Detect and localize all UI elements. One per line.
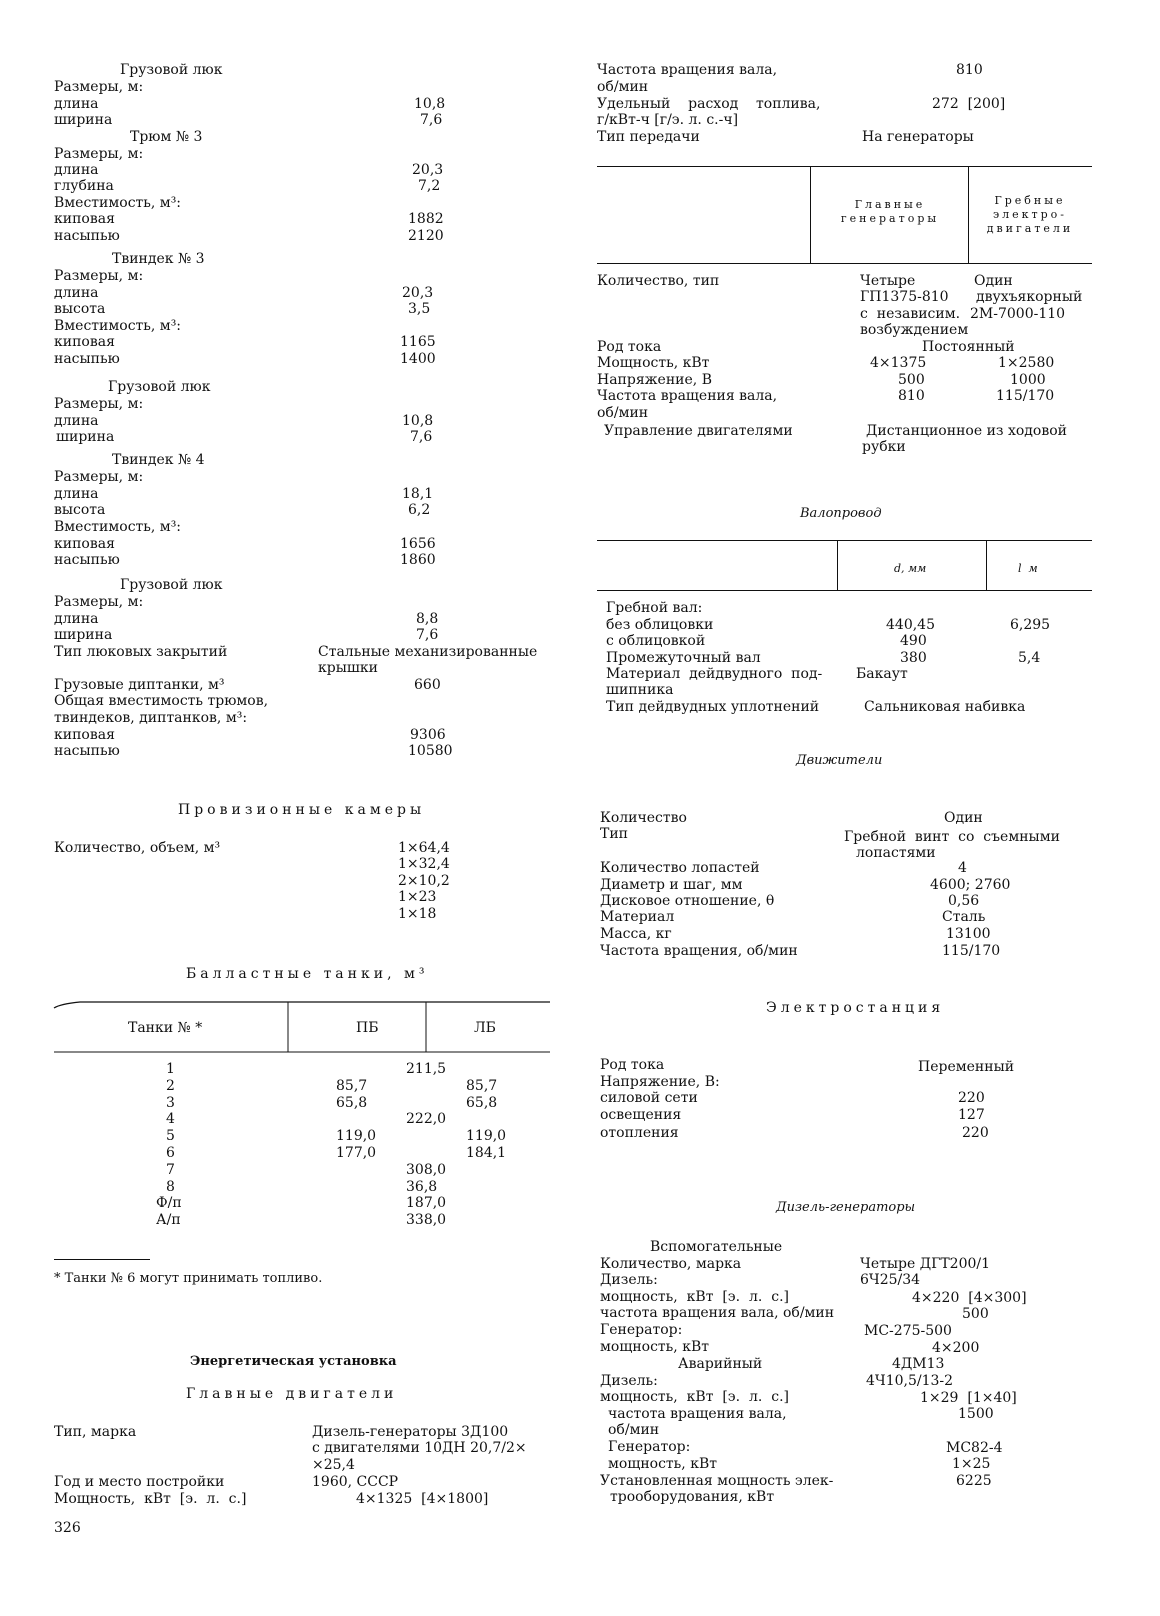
diameter-value: 4600; 2760 [930,877,1011,893]
ballast-lb-value: 184,1 [466,1145,507,1161]
grain-label: насыпью [54,351,120,367]
rpm-label-cont: об/мин [597,79,649,95]
power-value: 4×1325 [4×1800] [356,1491,489,1507]
total-label: Общая вместимость трюмов, [54,693,269,709]
gen-type: ГП1375-810 [860,289,949,305]
mass-value: 13100 [946,926,991,942]
transmission-value: На генераторы [862,129,974,145]
ballast-center-value: 211,5 [406,1061,447,1077]
footnote: * Танки № 6 могут принимать топливо. [54,1271,323,1286]
no-cladding-label: без облицовки [606,617,714,633]
diesel-power-label: мощность, кВт [э. л. с.] [600,1289,789,1305]
ballast-tank-no: 3 [166,1094,175,1111]
provision-value: 1×32,4 [398,856,450,872]
gen-power-label: мощность, кВт [600,1339,709,1355]
e-power-value: 1×29 [1×40] [920,1390,1017,1406]
ballast-tank-no: 1 [166,1061,175,1077]
grain-value: 2120 [408,228,444,244]
sizes-label: Размеры, м: [54,146,144,162]
rpm-label: Частота вращения вала, [597,388,778,404]
installed-power-value: 6225 [956,1473,992,1489]
ballast-center-value: 187,0 [406,1195,447,1212]
ballast-title: Балластные танки, м³ [186,966,429,982]
tween3-title: Твиндек № 3 [112,251,205,267]
ballast-tank-no: 6 [166,1145,175,1161]
cover-label: Тип люковых закрытий [54,644,228,660]
year-value: 1960, СССР [312,1474,399,1490]
deeptank-label: Грузовые диптанки, м³ [54,677,225,693]
bale-value: 1165 [400,334,436,350]
height-label: высота [54,502,106,518]
e-diesel-label: Дизель: [600,1373,658,1389]
width-value: 7,6 [410,429,433,445]
type-value-cont: ×25,4 [312,1457,355,1473]
e-rpm-label: частота вращения вала, [608,1406,787,1422]
hatch-title: Грузовой люк [120,62,223,78]
prop-rpm-value: 115/170 [942,943,1001,959]
ballast-col-lb: ЛБ [474,1020,496,1036]
prop-rpm-label: Частота вращения, об/мин [600,943,798,959]
ballast-tank-no: 4 [166,1111,175,1128]
length-value: 8,8 [416,611,439,627]
current-label: Род тока [597,339,662,355]
sizes-label: Размеры, м: [54,268,144,284]
ballast-tank-no: Ф/п [156,1195,182,1212]
length-label: длина [54,413,99,429]
ballast-tank-no: 8 [166,1178,175,1195]
bale-label: киповая [54,727,115,743]
blades-value: 4 [958,860,967,876]
ballast-lb-value: 65,8 [466,1094,498,1111]
ballast-tank-no: А/п [156,1212,181,1229]
lighting-label: освещения [600,1107,682,1123]
capacity-label: Вместимость, м³: [54,318,182,334]
length-value: 10,8 [402,413,434,429]
depth-value: 7,2 [418,178,441,194]
grain-label: насыпью [54,552,120,568]
type-value-cont: с двигателями 10ДН 20,7/2× [312,1440,527,1456]
total-label-cont: твиндеков, диптанков, м³: [54,710,248,726]
deeptank-value: 660 [414,677,441,693]
gen-table-divider [968,166,969,263]
e-generator-label: Генератор: [608,1439,691,1455]
ballast-tank-no: 2 [166,1077,175,1094]
current-value: Постоянный [922,339,1015,355]
footnote-rule [54,1259,150,1260]
propulsors-title: Движители [796,753,883,768]
diesel-value: 6Ч25/34 [860,1272,921,1288]
type-value-cont: лопастями [856,845,936,861]
cover-value: Стальные механизированные [318,644,538,660]
e-rpm-label-cont: об/мин [608,1422,660,1438]
shaft-table-divider [986,540,987,590]
heating-label: отопления [600,1125,679,1141]
length-label: длина [54,486,99,502]
cover-value-cont: крышки [318,660,378,676]
provision-title: Провизионные камеры [178,802,426,818]
bale-value: 1656 [400,536,436,552]
motor-model: 2М-7000-110 [970,306,1066,322]
shaft-header-d: d, мм [894,562,927,575]
width-label: ширина [54,627,113,643]
ballast-pb-value: 119,0 [336,1128,377,1145]
no-cladding-l: 6,295 [1010,617,1051,633]
provision-value: 1×18 [398,906,437,922]
power-net-value: 220 [958,1090,985,1106]
gen-qty: Четыре [860,273,916,289]
auxiliary-title: Вспомогательные [650,1239,783,1255]
length-label: длина [54,611,99,627]
width-label: ширина [54,112,113,128]
qty-value: Четыре ДГТ200/1 [860,1256,991,1272]
qty-type-label: Количество, тип [597,273,720,289]
bale-label: киповая [54,536,115,552]
type-value: Дизель-генераторы 3Д100 [312,1424,509,1440]
generator-value: МС-275-500 [864,1323,952,1339]
e-rpm-value: 1500 [958,1406,994,1422]
height-label: высота [54,301,106,317]
qty-label: Количество, марка [600,1256,742,1272]
installed-power-label: Установленная мощность элек- [600,1473,834,1489]
gen-table-bottom [597,263,1092,264]
disc-ratio-label: Дисковое отношение, θ [600,893,775,909]
e-gen-power-label: мощность, кВт [608,1456,717,1472]
length-label: длина [54,162,99,178]
type-label: Тип [600,826,628,842]
rpm-value: 810 [956,62,983,78]
shaft-header-l: l м [1018,562,1038,575]
diesel-power-value: 4×220 [4×300] [912,1290,1027,1306]
hatch-title: Грузовой люк [120,577,223,593]
length-label: длина [54,96,99,112]
diesel-generators-title: Дизель-генераторы [776,1200,916,1215]
ballast-pb-value: 65,8 [336,1094,368,1111]
gen-header-motors: Гребные электро-двигатели [986,194,1074,235]
transmission-label: Тип передачи [597,129,700,145]
sizes-label: Размеры, м: [54,79,144,95]
diameter-label: Диаметр и шаг, мм [600,877,743,893]
installed-power-label-cont: трооборудования, кВт [610,1489,775,1505]
current-value: Переменный [918,1059,1015,1075]
intermediate-d: 380 [900,650,927,666]
width-value: 7,6 [420,112,443,128]
emergency-title: Аварийный [678,1356,763,1372]
ballast-center-value: 222,0 [406,1111,447,1128]
motor-power: 1×2580 [998,355,1055,371]
power-label: Мощность, кВт [597,355,710,371]
height-value: 6,2 [408,502,431,518]
depth-label: глубина [54,178,114,194]
cladding-label: с облицовкой [606,633,706,649]
disc-ratio-value: 0,56 [948,893,980,909]
shaft-table-divider [837,540,838,590]
e-generator-value: МС82-4 [946,1440,1003,1456]
provision-label: Количество, объем, м³ [54,840,221,856]
gen-power-value: 4×200 [932,1340,980,1356]
prop-shaft-label: Гребной вал: [606,600,703,616]
ballast-pb-value: 177,0 [336,1145,377,1161]
blades-label: Количество лопастей [600,860,760,876]
shafting-title: Валопровод [800,506,882,521]
bale-value: 1882 [408,211,444,227]
qty-label: Количество [600,810,687,826]
heating-value: 220 [962,1125,989,1141]
ballast-center-value: 338,0 [406,1212,447,1229]
ballast-center-value: 308,0 [406,1161,447,1178]
length-value: 18,1 [402,486,434,502]
ballast-tank-no: 5 [166,1128,175,1145]
seal-value: Сальниковая набивка [864,699,1026,715]
shaft-table-bottom [597,590,1092,591]
length-value: 20,3 [402,285,434,301]
grain-label: насыпью [54,228,120,244]
gen-table-divider [810,166,811,263]
capacity-label: Вместимость, м³: [54,195,182,211]
gen-rpm: 810 [898,388,925,404]
no-cladding-d: 440,45 [886,617,935,633]
main-engines-title: Главные двигатели [186,1386,398,1402]
motor-qty: Один [974,273,1013,289]
bale-label: киповая [54,334,115,350]
tween4-title: Твиндек № 4 [112,452,205,468]
diesel-rpm-label: частота вращения вала, об/мин [600,1305,835,1321]
bearing-value: Бакаут [856,666,908,682]
length-label: длина [54,285,99,301]
current-label: Род тока [600,1057,665,1073]
voltage-label: Напряжение, В [597,372,712,388]
grain-label: насыпью [54,743,120,759]
ballast-col-pb: ПБ [356,1020,379,1036]
bale-value: 9306 [410,727,446,743]
power-plant-title: Электростанция [766,1000,945,1016]
fuel-label-cont: г/кВт-ч [г/э. л. с.-ч] [597,112,739,128]
material-value: Сталь [942,909,986,925]
sizes-label: Размеры, м: [54,469,144,485]
voltage-label: Напряжение, В: [600,1074,720,1090]
ballast-pb-value: 85,7 [336,1077,368,1094]
provision-value: 1×23 [398,889,437,905]
hold3-title: Трюм № 3 [130,129,203,145]
provision-value: 1×64,4 [398,840,450,856]
diesel-rpm-value: 500 [962,1306,989,1322]
ballast-lb-value: 119,0 [466,1128,507,1145]
bearing-label-cont: шипника [606,682,674,698]
power-label: Мощность, кВт [э. л. с.] [54,1491,247,1507]
ballast-tank-no: 7 [166,1161,175,1178]
ballast-lb-value: 85,7 [466,1077,498,1094]
year-label: Год и место постройки [54,1474,225,1490]
bearing-label: Материал дейдвудного под- [606,666,823,682]
shaft-table-top [597,540,1092,541]
energy-title: Энергетическая установка [190,1354,397,1369]
intermediate-l: 5,4 [1018,650,1041,666]
width-value: 7,6 [416,627,439,643]
generator-label: Генератор: [600,1322,683,1338]
material-label: Материал [600,909,675,925]
provision-value: 2×10,2 [398,873,450,889]
qty-value: Один [944,810,983,826]
grain-value: 10580 [408,743,453,759]
control-value-cont: рубки [862,439,906,455]
hatch-title: Грузовой люк [108,379,211,395]
sizes-label: Размеры, м: [54,594,144,610]
grain-value: 1860 [400,552,436,568]
type-label: Тип, марка [54,1424,137,1440]
rpm-label-cont: об/мин [597,405,649,421]
ballast-col-tank: Танки № * [128,1020,203,1036]
mass-label: Масса, кг [600,926,672,942]
control-label: Управление двигателями [604,423,793,439]
seal-label: Тип дейдвудных уплотнений [606,699,820,715]
motor-rpm: 115/170 [996,388,1055,404]
emergency-value: 4ДМ13 [892,1356,945,1372]
sizes-label: Размеры, м: [54,396,144,412]
page-number: 326 [54,1520,81,1536]
length-value: 20,3 [412,162,444,178]
e-gen-power-value: 1×25 [952,1456,991,1472]
bale-label: киповая [54,211,115,227]
control-value: Дистанционное из ходовой [866,423,1067,439]
grain-value: 1400 [400,351,436,367]
gen-table-top [597,166,1092,167]
ballast-center-value: 36,8 [406,1178,438,1195]
fuel-value: 272 [200] [932,96,1006,112]
width-label: ширина [56,429,115,445]
motor-type: двухъякорный [976,289,1083,305]
gen-excitation-cont: возбуждением [860,322,969,338]
gen-excitation: с независим. [860,306,961,322]
height-value: 3,5 [408,301,431,317]
gen-voltage: 500 [898,372,925,388]
e-power-label: мощность, кВт [э. л. с.] [600,1389,789,1405]
rpm-label: Частота вращения вала, [597,62,778,78]
fuel-label: Удельный расход топлива, [597,96,821,112]
cladding-d: 490 [900,633,927,649]
intermediate-label: Промежуточный вал [606,650,761,666]
length-value: 10,8 [414,96,446,112]
motor-voltage: 1000 [1010,372,1046,388]
power-net-label: силовой сети [600,1090,698,1106]
diesel-label: Дизель: [600,1272,658,1288]
lighting-value: 127 [958,1107,985,1123]
type-value: Гребной винт со съемными [844,829,1060,845]
e-diesel-value: 4Ч10,5/13-2 [866,1373,954,1389]
capacity-label: Вместимость, м³: [54,519,182,535]
gen-power: 4×1375 [870,355,927,371]
gen-header-generators: Главные генераторы [840,198,940,225]
